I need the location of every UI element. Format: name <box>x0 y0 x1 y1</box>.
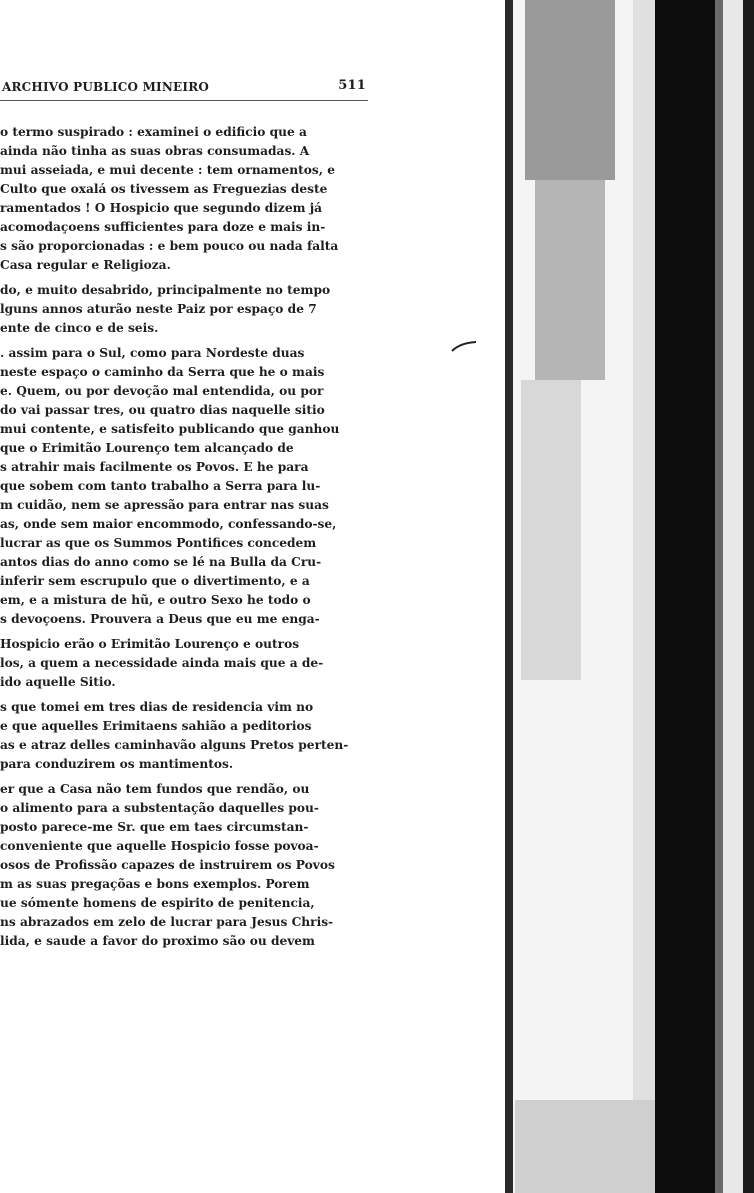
text-line: lguns annos aturão neste Paiz por espaço de 7 <box>0 302 317 316</box>
text-line: para conduzirem os mantimentos. <box>0 757 234 771</box>
text-line: lida, e saude a favor do proximo são ou devem <box>0 934 315 948</box>
text-line: s que tomei em tres dias de residencia vim no <box>0 700 314 714</box>
text-line: o alimento para a substentação daquelles pou- <box>0 801 319 815</box>
text-line: antos dias do anno como se lé na Bulla da Cru- <box>0 555 322 569</box>
header-title: ARCHIVO PUBLICO MINEIRO <box>2 80 210 94</box>
book-spine-edge <box>505 0 754 1193</box>
text-line: as, onde sem maior encommodo, confessando-se, <box>0 517 337 531</box>
text-line: ido aquelle Sitio. <box>0 675 116 689</box>
header-rule <box>0 100 368 101</box>
page-number: 511 <box>338 78 366 93</box>
text-line: ns abrazados em zelo de lucrar para Jesus Chris- <box>0 915 334 929</box>
text-line: s devoçoens. Prouvera a Deus que eu me enga- <box>0 612 320 626</box>
paragraph <box>0 635 372 692</box>
text-line: Casa regular e Religioza. <box>0 258 171 272</box>
text-line: conveniente que aquelle Hospicio fosse povoa- <box>0 839 319 853</box>
body-text <box>0 123 372 957</box>
text-line: e que aquelles Erimitaens sahião a peditorios <box>0 719 312 733</box>
text-line: Culto que oxalá os tivessem as Freguezias deste <box>0 182 328 196</box>
text-line: neste espaço o caminho da Serra que he o mais <box>0 365 325 379</box>
text-line: ente de cinco e de seis. <box>0 321 159 335</box>
text-line: s atrahir mais facilmente os Povos. E he para <box>0 460 309 474</box>
text-line: m as suas pregaçõas e bons exemplos. Porem <box>0 877 310 891</box>
text-line: ramentados ! O Hospicio que segundo dizem já <box>0 201 323 215</box>
text-line: lucrar as que os Summos Pontifices concedem <box>0 536 317 550</box>
text-line: que o Erimitão Lourenço tem alcançado de <box>0 441 294 455</box>
text-line: em, e a mistura de hũ, e outro Sexo he todo o <box>0 593 311 607</box>
paragraph <box>0 698 372 774</box>
text-line: do vai passar tres, ou quatro dias naquelle sitio <box>0 403 325 417</box>
text-line: osos de Profissão capazes de instruirem os Povos <box>0 858 335 872</box>
paragraph <box>0 344 372 629</box>
text-line: er que a Casa não tem fundos que rendão, ou <box>0 782 310 796</box>
text-line: los, a quem a necessidade ainda mais que a de- <box>0 656 324 670</box>
text-line: do, e muito desabrido, principalmente no tempo <box>0 283 331 297</box>
text-line: ue sómente homens de espirito de penitencia, <box>0 896 315 910</box>
text-line: o termo suspirado : examinei o edificio que a <box>0 125 307 139</box>
text-line: mui contente, e satisfeito publicando que ganhou <box>0 422 340 436</box>
text-line: as e atraz delles caminhavão alguns Pretos perten- <box>0 738 349 752</box>
running-header <box>0 78 378 98</box>
text-line: acomodaçoens sufficientes para doze e mais in- <box>0 220 326 234</box>
text-line: ainda não tinha as suas obras consumadas. A <box>0 144 310 158</box>
text-line: s são proporcionadas : e bem pouco ou nada falta <box>0 239 339 253</box>
text-line: inferir sem escrupulo que o divertimento, e a <box>0 574 310 588</box>
text-line: . assim para o Sul, como para Nordeste duas <box>0 346 305 360</box>
paragraph <box>0 281 372 338</box>
text-line: e. Quem, ou por devoção mal entendida, ou por <box>0 384 324 398</box>
text-line: m cuidão, nem se apressão para entrar nas suas <box>0 498 329 512</box>
paragraph <box>0 123 372 275</box>
text-line: Hospicio erão o Erimitão Lourenço e outros <box>0 637 300 651</box>
text-line: mui asseiada, e mui decente : tem ornamentos, e <box>0 163 335 177</box>
text-line: posto parece-me Sr. que em taes circumstan- <box>0 820 309 834</box>
paragraph <box>0 780 372 951</box>
pen-mark-icon <box>450 340 480 354</box>
text-line: que sobem com tanto trabalho a Serra para lu- <box>0 479 321 493</box>
